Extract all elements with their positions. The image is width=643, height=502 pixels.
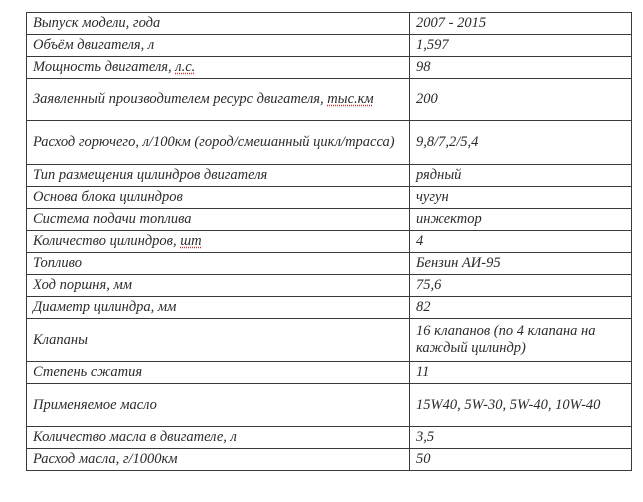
table-row: [27, 449, 632, 471]
table-row: [27, 165, 632, 187]
row-value: инжектор: [410, 209, 632, 231]
row-label: Применяемое масло: [27, 384, 410, 427]
row-value: 200: [410, 79, 632, 121]
row-label: Выпуск модели, года: [27, 13, 410, 35]
table-row: [27, 297, 632, 319]
row-value: чугун: [410, 187, 632, 209]
row-label: Основа блока цилиндров: [27, 187, 410, 209]
engine-spec-table: [26, 12, 632, 471]
row-value: 4: [410, 231, 632, 253]
row-value: 16 клапанов (по 4 клапана на каждый цилиндр): [410, 319, 632, 362]
row-value: рядный: [410, 165, 632, 187]
row-label: Расход горючего, л/100км (город/смешанный цикл/трасса): [27, 121, 410, 165]
label-unit: л.с.: [175, 59, 196, 75]
row-label: Количество масла в двигателе, л: [27, 427, 410, 449]
table-row: [27, 35, 632, 57]
row-value: 9,8/7,2/5,4: [410, 121, 632, 165]
row-value: 3,5: [410, 427, 632, 449]
row-value: 2007 - 2015: [410, 13, 632, 35]
row-label: Степень сжатия: [27, 362, 410, 384]
label-text: Мощность двигателя,: [33, 59, 176, 75]
row-label: Топливо: [27, 253, 410, 275]
row-label: Система подачи топлива: [27, 209, 410, 231]
row-value: Бензин АИ-95: [410, 253, 632, 275]
label-unit: шт: [180, 233, 202, 249]
table-row: [27, 57, 632, 79]
row-value: 11: [410, 362, 632, 384]
row-label: Расход масла, г/1000км: [27, 449, 410, 471]
table-row: [27, 319, 632, 362]
table-row: [27, 231, 632, 253]
row-value: 15W40, 5W-30, 5W-40, 10W-40: [410, 384, 632, 427]
row-value: 75,6: [410, 275, 632, 297]
label-text: Заявленный производителем ресурс двигателя,: [33, 91, 328, 107]
row-label: Тип размещения цилиндров двигателя: [27, 165, 410, 187]
row-label: [27, 57, 410, 79]
table-row: [27, 362, 632, 384]
row-label: [27, 231, 410, 253]
table-row: [27, 253, 632, 275]
row-label: Ход поршня, мм: [27, 275, 410, 297]
table-row: [27, 427, 632, 449]
table-row: [27, 187, 632, 209]
row-label: [27, 79, 410, 121]
table-row: [27, 275, 632, 297]
table-row: [27, 209, 632, 231]
row-value: 82: [410, 297, 632, 319]
row-label: Объём двигателя, л: [27, 35, 410, 57]
row-label: Клапаны: [27, 319, 410, 362]
table-row: [27, 384, 632, 427]
row-value: 50: [410, 449, 632, 471]
label-text: Количество цилиндров,: [33, 233, 181, 249]
label-unit: тыс.км: [327, 91, 374, 107]
table-row: [27, 13, 632, 35]
row-value: 98: [410, 57, 632, 79]
row-value: 1,597: [410, 35, 632, 57]
row-label: Диаметр цилиндра, мм: [27, 297, 410, 319]
table-row: [27, 79, 632, 121]
table-row: [27, 121, 632, 165]
